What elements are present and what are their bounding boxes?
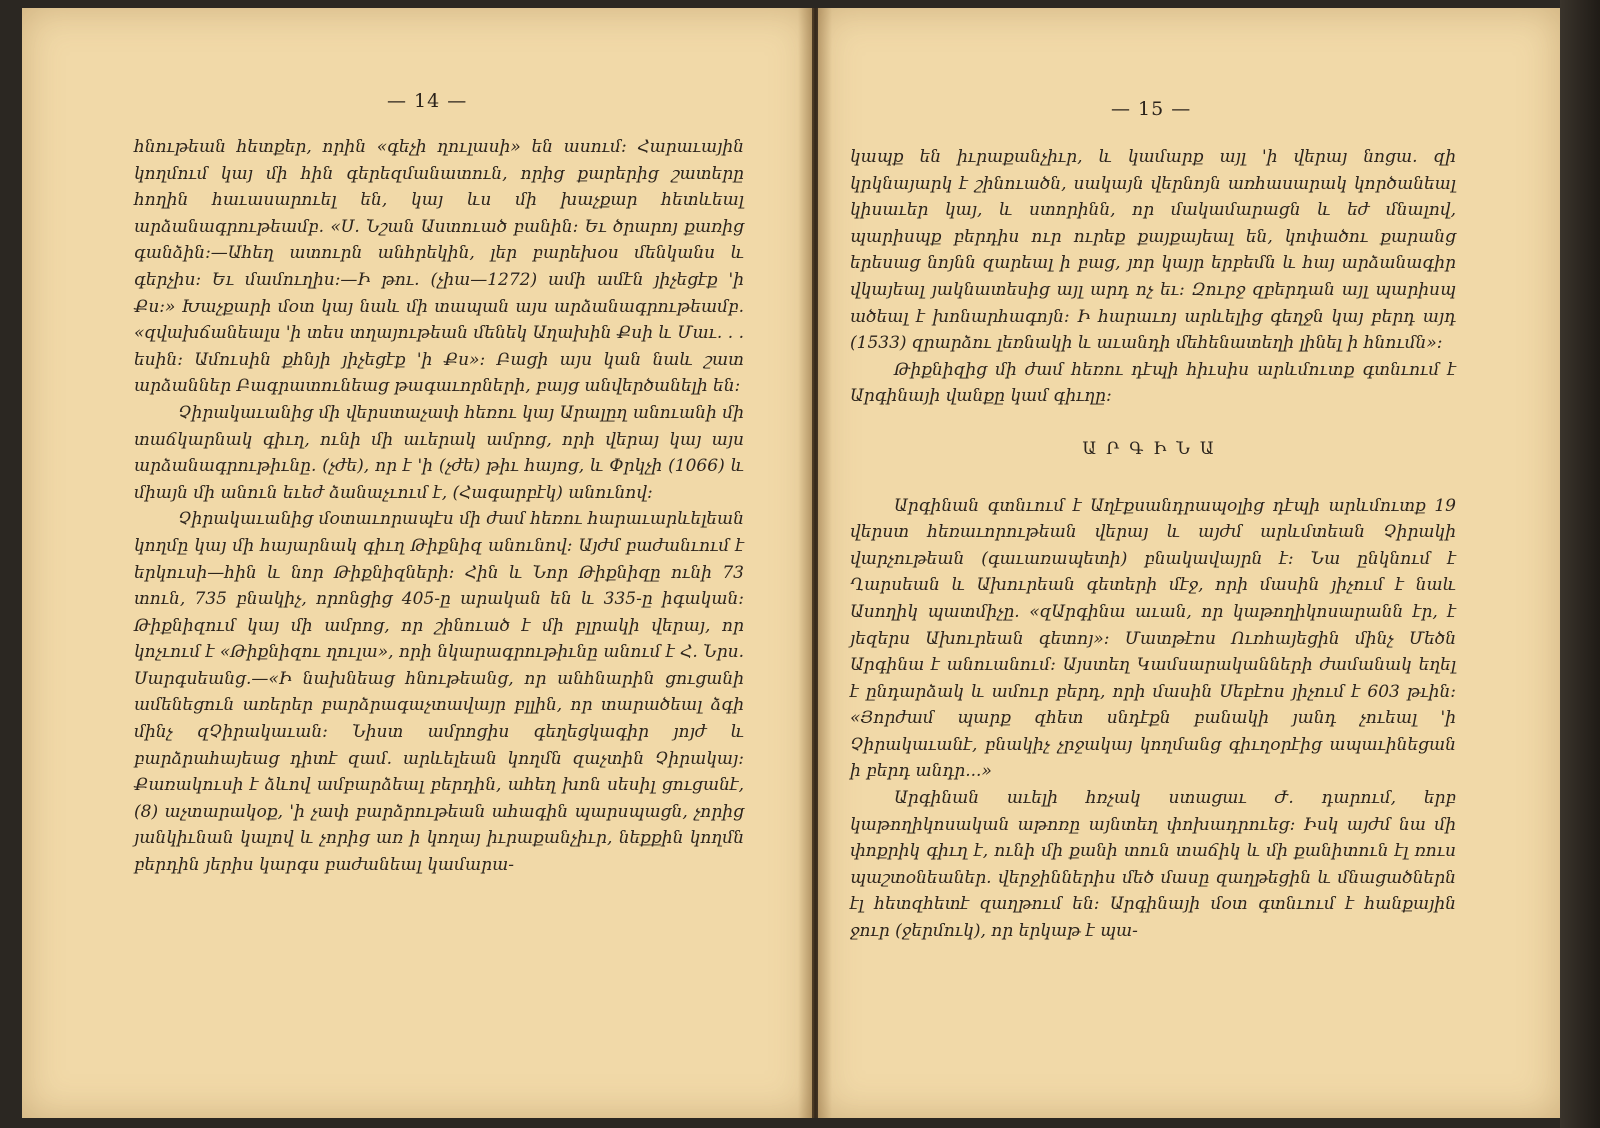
right-paragraph-4: Արգինան աւելի հռչակ ստացաւ Ժ. դարում, երբ կաթողիկոսական աթոռը այնտեղ փոխադրուեց: Իսկ այժմ նա մի փոքրիկ գիւղ է, ունի մի քանի տուն տաճիկ և մի քանիտուն էլ ռուս պաշտօնեաներ. վերջիններիս մեծ մասը զաղթեցին և մնացածներն էլ հետզհետէ զաղթում են: Արգինայի մօտ գտնւում է հանքային ջուր (ջերմուկ), որ երկաթ է պա- (850, 788, 1456, 942)
page-number-right: — 15 — (1111, 98, 1192, 120)
right-page (818, 8, 1560, 1118)
right-paragraph-2: Թիքնիզից մի ժամ հեռու դէպի հիւսիս արևմուտք գտնւում է Արգինայի վանքը կամ գիւղը: (850, 359, 1456, 407)
right-paragraph-1: կապք են իւրաքանչիւր, և կամարք այլ 'ի վերայ նոցա. զի կրկնայարկ է շինուածն, սակայն վերնոյն առհասարակ կործանեալ կիսաւեր կայ, և ստորինն, որ մակամարացն և եժ մնալով, պարիսպք բերդիս ուր ուրեք քայքայեալ են, կոփածու քարանց երեսաց նոյնն զարեալ ի բաց, յոր կայր երբեմն և հայ արձանագիր վկայեալ յակնատեսից այլ արդ ոչ եւ: Զուրջ զբերդան այլ պարիսպ ածեալ է խոնարհագոյն: Ի հարաւոյ արևելից գեղջն կայ բերդ այդ (1533) զրարձու լեռնակի և աւանդի մեհենատեղի լինել ի հնումն»: (850, 147, 1456, 354)
left-paragraph-3: Չիրակաւանից մօտաւորապէս մի ժամ հեռու հարաւարևելեան կողմը կայ մի հայարնակ գիւղ Թիքնիզ անունով: Այժմ բաժանւում է երկուսի—հին և նոր Թիքնիզների: Հին և Նոր Թիքնիզը ունի 73 տուն, 735 բնակիչ, որոնցից 405-ը արական են և 335-ը իգական: Թիքնիզում կայ մի ամրոց, որ շինուած է մի բլրակի վերայ, որ կոչւում է «Թիքնիզու ղուլա», որի նկարագրութիւնը անում է Հ. Նրս. Սարգսեանց.—«Ի նախնեաց հնութեանց, որ անհնարին ցուցանի ամենեցուն առերեր բարձրագաչտավայր բլլին, որ տարածեալ ձգի մինչ զՉիրակաւան: Նիստ ամրոցիս գեղեցկագիր յոյժ և բարձրահայեաց դիտէ զամ. արևելեան կողմն զաչտին Չիրակայ: Քառակուսի է ձևով ամբարձեալ բերդին, ահեղ խոն սեսիլ ցուցանէ, (8) աչտարակօք, 'ի չափ բարձրութեան ահագին պարսպացն, չորից յանկիւնան կալով և չորից առ ի կողայ իւրաքանչիւր, նեքքին կողմն բերդին յերիս կարգս բաժանեալ կամարա- (134, 509, 744, 876)
right-page-body (850, 144, 1456, 945)
left-page (22, 8, 812, 1118)
page-number-left: — 14 — (387, 90, 468, 112)
right-paragraph-3: Արգինան գտնւում է Աղէքսանդրապօլից դէպի արևմուտք 19 վերստ հեռաւորութեան վերայ և այժմ արևմտեան Չիրակի վարչութեան (գաւառապետի) բնակավայրն է: Նա ընկնում է Ղարսեան և Ախուրեան գետերի մէջ, որի մասին յիչում է նաև Ասողիկ պատմիչը. «զԱրգինա աւան, որ կաթողիկոսարանն էր, է յեզերս Ախուրեան գետոյ»: Մատթէոս Ուռհայեցին մինչ Մեծն Արգինա է անուանում: Այստեղ Կամսարականների ժամանակ եղել է ընդարձակ և ամուր բերդ, որի մասին Սեբէոս յիչում է 603 թւին: «Յորժամ պարք զհետ սնդէքն բանակի յանդ չուեալ 'ի Չիրակաւանէ, բնակիչ չրջակայ կողմանց գիւղօրէից ապաւինեցան ի բերդ անդր...» (850, 495, 1456, 782)
book-gutter (798, 8, 832, 1118)
left-paragraph-2: Չիրակաւանից մի վերստաչափ հեռու կայ Արալըղ անուանի մի տաճկարնակ գիւղ, ունի մի աւերակ ամրոց, որի վերայ կայ այս արձանագրութիւնը. (չժե), որ է 'ի (չժե) թիւ հայոց, և Փրկչի (1066) և միայն մի անուն եւեժ ձանաչւում է, (Հագարբէկ) անունով: (134, 402, 744, 503)
left-paragraph-1: հնութեան հետքեր, որին «գեչի ղուլասի» են ասում: Հարաւային կողմում կայ մի հին գերեզմանատուն, որից քարերից շատերը հողին հաւասարուել են, կայ ևս մի խաչքար հետևեալ արձանագրութեամբ. «Ս. Նշան Աստուած բանին: Եւ ծրարոյ քառից գանձին:—Ահեղ ատուրն անհրեկին, լեր բարեխօս մենկանս և գերչիս: Եւ մամուղիս:—Ի թու. (չիա—1272) ամի ամէն յիչեցէք 'ի Քս:» Խաչքարի մօտ կայ նաև մի տապան այս արձանագրութեամբ. «զվախճանեալս 'ի տես տղայութեան մենեկ Աղախին Քսի և Մաւ. . . եսին: Ամուսին քհնյի յիչեցէք 'ի Քս»: Բացի այս կան նաև շատ արձաններ Բագրատունեաց թագաւորների, բայց անվերծանելի են: (134, 137, 744, 397)
left-page-body (134, 134, 744, 879)
book-cover-edge (1560, 0, 1600, 1128)
section-heading: ԱՐԳԻՆԱ (1082, 438, 1224, 459)
